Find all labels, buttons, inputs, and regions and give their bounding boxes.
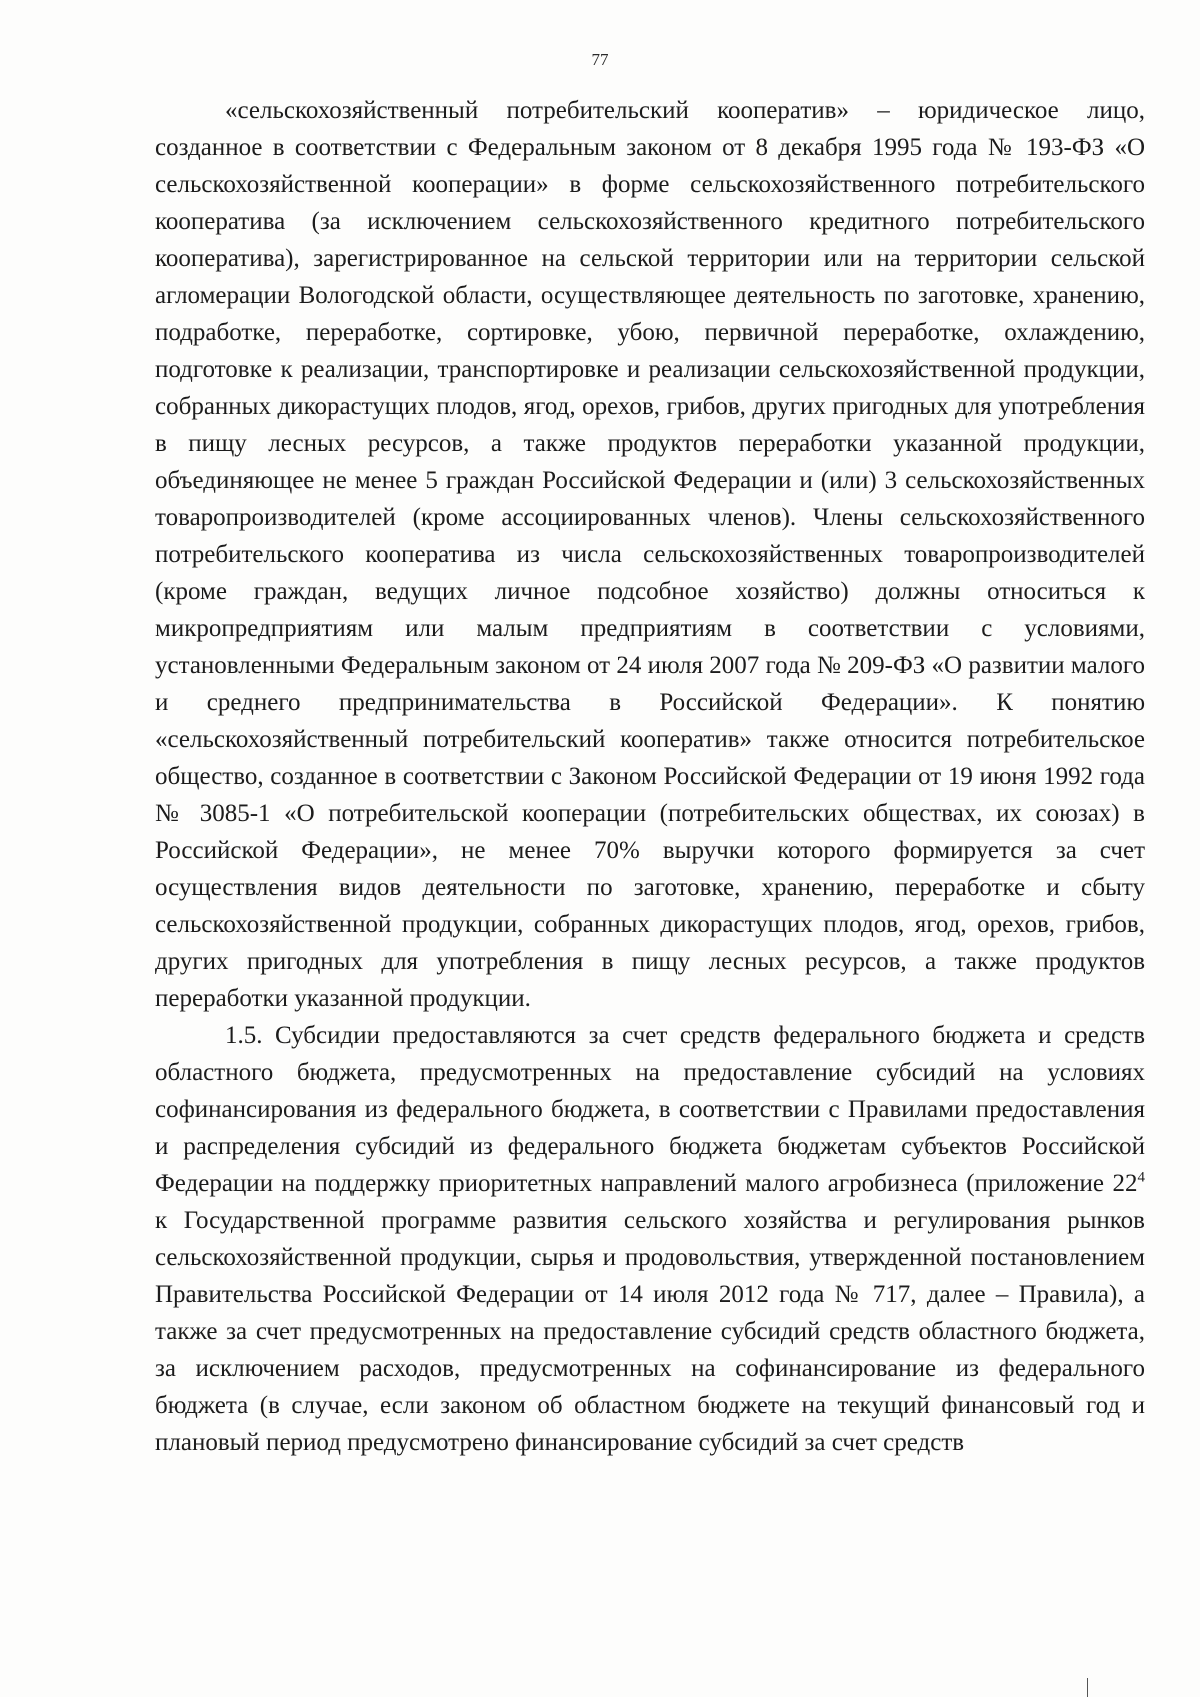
paragraph-section-1-5 <box>155 1017 1145 1461</box>
appendix-superscript: 4 <box>1137 1169 1145 1186</box>
scan-edge-mark <box>1087 1678 1088 1697</box>
paragraph-cooperative-definition: «сельскохозяйственный потребительский кооператив» – юридическое лицо, созданное в соответствии с Федеральным законом от 8 декабря 1995 года № 193-ФЗ «О сельскохозяйственной кооперации» в форме сельскохозяйственного потребительского кооператива (за исключением сельскохозяйственного кредитного потребительского кооператива), зарегистрированное на сельской территории или на территории сельской агломерации Вологодской области, осуществляющее деятельность по заготовке, хранению, подработке, переработке, сортировке, убою, первичной переработке, охлаждению, подготовке к реализации, транспортировке и реализации сельскохозяйственной продукции, собранных дикорастущих плодов, ягод, орехов, грибов, других пригодных для употребления в пищу лесных ресурсов, а также продуктов переработки указанной продукции, объединяющее не менее 5 граждан Российской Федерации и (или) 3 сельскохозяйственных товаропроизводителей (кроме ассоциированных членов). Члены сельскохозяйственного потребительского кооператива из числа сельскохозяйственных товаропроизводителей (кроме граждан, ведущих личное подсобное хозяйство) должны относиться к микропредприятиям или малым предприятиям в соответствии с условиями, установленными Федеральным законом от 24 июля 2007 года № 209-ФЗ «О развитии малого и среднего предпринимательства в Российской Федерации». К понятию «сельскохозяйственный потребительский кооператив» также относится потребительское общество, созданное в соответствии с Законом Российской Федерации от 19 июня 1992 года № 3085-1 «О потребительской кооперации (потребительских обществах, их союзах) в Российской Федерации», не менее 70% выручки которого формируется за счет осуществления видов деятельности по заготовке, хранению, переработке и сбыту сельскохозяйственной продукции, собранных дикорастущих плодов, ягод, орехов, грибов, других пригодных для употребления в пищу лесных ресурсов, а также продуктов переработки указанной продукции. <box>155 97 1145 1012</box>
section-1-5-text-start: 1.5. Субсидии предоставляются за счет средств федерального бюджета и средств областного бюджета, предусмотренных на предоставление субсидий на условиях софинансирования из федерального бюджета, в соответствии с Правилами предоставления и распределения субсидий из федерального бюджета бюджетам субъектов Российской Федерации на поддержку приоритетных направлений малого агробизнеса (приложение 22 <box>155 1022 1145 1197</box>
document-body <box>155 92 1145 1461</box>
section-1-5-text-end: к Государственной программе развития сельского хозяйства и регулирования рынков сельскохозяйственной продукции, сырья и продовольствия, утвержденной постановлением Правительства Российской Федерации от 14 июля 2012 года № 717, далее – Правила), а также за счет предусмотренных на предоставление субсидий средств областного бюджета, за исключением расходов, предусмотренных на софинансирование из федерального бюджета (в случае, если законом об областном бюджете на текущий финансовый год и плановый период предусмотрено финансирование субсидий за счет средств <box>155 1207 1145 1456</box>
page-number: 77 <box>591 50 609 69</box>
